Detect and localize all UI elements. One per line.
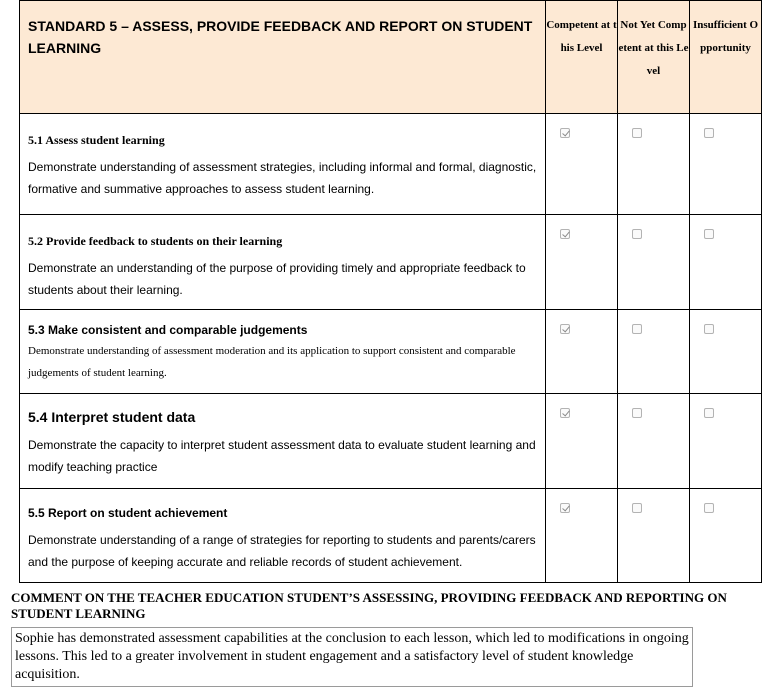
criterion-title: 5.1 Assess student learning xyxy=(28,133,165,147)
criterion-description: Demonstrate the capacity to interpret student assessment data to evaluate student learning and modify teaching practice xyxy=(28,438,536,474)
insufficient-opportunity-checkbox[interactable] xyxy=(704,408,714,418)
table-row xyxy=(20,114,762,215)
criterion-title: 5.5 Report on student achievement xyxy=(28,506,228,520)
criterion-title: 5.2 Provide feedback to students on their learning xyxy=(28,234,283,248)
comment-heading: COMMENT ON THE TEACHER EDUCATION STUDENT’S ASSESSING, PROVIDING FEEDBACK AND REPORTING ON STUDENT LEARNING xyxy=(11,590,727,621)
insufficient-opportunity-checkbox[interactable] xyxy=(704,128,714,138)
table-row xyxy=(20,310,762,394)
table-header-row xyxy=(20,1,762,114)
competent-checkbox[interactable] xyxy=(560,408,570,418)
criterion-description: Demonstrate understanding of assessment strategies, including informal and formal, diagnostic, formative and summative approaches to assess student learning. xyxy=(28,160,537,196)
not-yet-competent-checkbox[interactable] xyxy=(632,324,642,334)
not-yet-competent-checkbox[interactable] xyxy=(632,128,642,138)
competent-checkbox[interactable] xyxy=(560,229,570,239)
competent-checkbox[interactable] xyxy=(560,128,570,138)
criterion-title: 5.4 Interpret student data xyxy=(28,409,196,425)
insufficient-opportunity-checkbox[interactable] xyxy=(704,503,714,513)
criterion-description: Demonstrate understanding of assessment moderation and its application to support consistent and comparable judgements of student learning. xyxy=(28,345,516,379)
criterion-title: 5.3 Make consistent and comparable judgements xyxy=(28,323,308,337)
not-yet-competent-checkbox[interactable] xyxy=(632,229,642,239)
standard-5-table xyxy=(19,0,762,583)
not-yet-competent-checkbox[interactable] xyxy=(632,408,642,418)
table-row xyxy=(20,215,762,310)
column-header-competent: Competent at this Level xyxy=(546,19,617,54)
comment-textarea[interactable]: Sophie has demonstrated assessment capabilities at the conclusion to each lesson, which led to modifications in ongoing lessons. This led to a greater involvement in student engagement and a satisfactory level of student knowledge acquisition. xyxy=(11,627,693,687)
not-yet-competent-checkbox[interactable] xyxy=(632,503,642,513)
insufficient-opportunity-checkbox[interactable] xyxy=(704,324,714,334)
table-row xyxy=(20,394,762,489)
criterion-description: Demonstrate understanding of a range of strategies for reporting to students and parents/carers and the purpose of keeping accurate and reliable records of student achievement. xyxy=(28,533,536,569)
competent-checkbox[interactable] xyxy=(560,503,570,513)
standard-title: STANDARD 5 – ASSESS, PROVIDE FEEDBACK AND REPORT ON STUDENT LEARNING xyxy=(28,18,533,56)
competent-checkbox[interactable] xyxy=(560,324,570,334)
insufficient-opportunity-checkbox[interactable] xyxy=(704,229,714,239)
criterion-description: Demonstrate an understanding of the purpose of providing timely and appropriate feedback to students about their learning. xyxy=(28,261,526,297)
column-header-not-yet-competent: Not Yet Competent at this Level xyxy=(618,19,689,77)
column-header-insufficient-opportunity: Insufficient Opportunity xyxy=(692,19,759,54)
table-row xyxy=(20,489,762,583)
